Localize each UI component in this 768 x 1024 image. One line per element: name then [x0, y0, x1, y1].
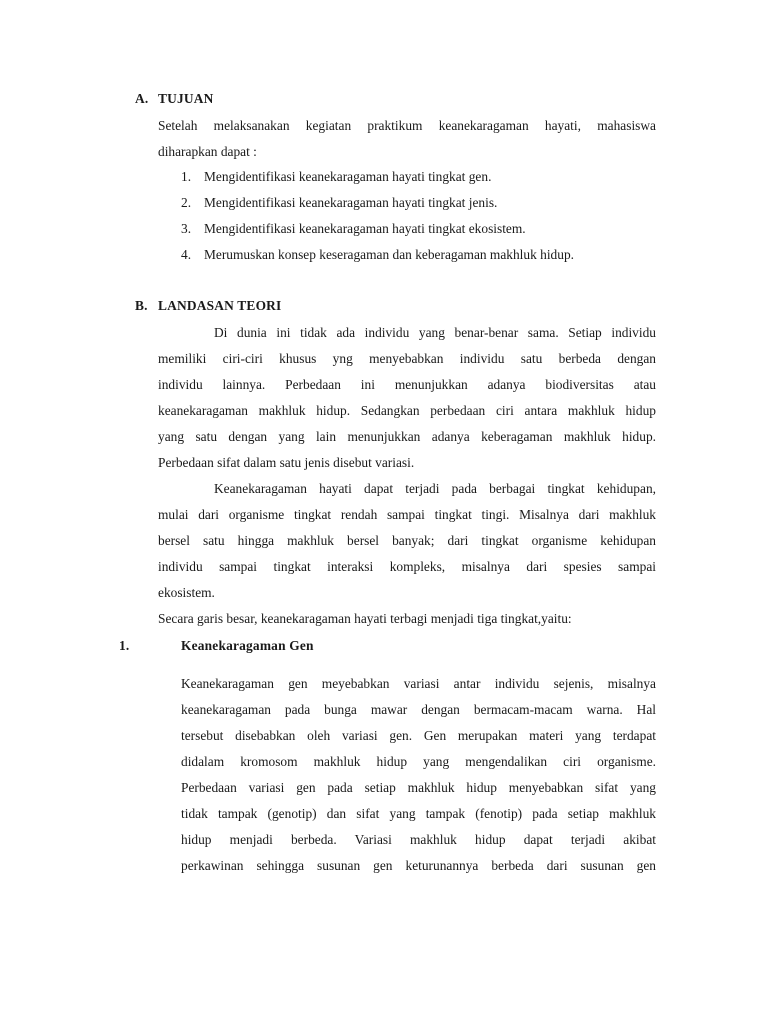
section-a-intro-line: Setelah melaksanakan kegiatan praktikum keanekaragaman hayati, mahasiswa [158, 118, 656, 133]
subsection-number: 1. [119, 638, 130, 653]
gene-paragraph-line: didalam kromosom makhluk hidup yang mengendalikan ciri organisme. [181, 754, 656, 769]
goal-item: Merumuskan konsep keseragaman dan keberagaman makhluk hidup. [204, 247, 574, 262]
goal-number: 1. [181, 169, 192, 184]
theory-paragraph-2-line: bersel satu hingga makhluk bersel banyak; dari tingkat organisme kehidupan [158, 533, 656, 548]
theory-paragraph-2-line: ekosistem. [158, 585, 215, 600]
subsection-title: Keanekaragaman Gen [181, 638, 314, 653]
section-a-intro-line: diharapkan dapat : [158, 144, 257, 159]
theory-paragraph-1-line: Di dunia ini tidak ada individu yang benar-benar sama. Setiap individu [214, 325, 656, 340]
gene-paragraph-line: Perbedaan variasi gen pada setiap makhluk hidup menyebabkan sifat yang [181, 780, 656, 795]
theory-paragraph-1-line: yang satu dengan yang lain menunjukkan adanya keberagaman makhluk hidup. [158, 429, 656, 444]
gene-paragraph-line: hidup menjadi berbeda. Variasi makhluk hidup dapat terjadi akibat [181, 832, 656, 847]
goal-item: Mengidentifikasi keanekaragaman hayati tingkat jenis. [204, 195, 498, 210]
theory-paragraph-2-line: individu sampai tingkat interaksi kompleks, misalnya dari spesies sampai [158, 559, 656, 574]
theory-paragraph-1-line: memiliki ciri-ciri khusus yng menyebabkan individu satu berbeda dengan [158, 351, 656, 366]
gene-paragraph-line: Keanekaragaman gen meyebabkan variasi antar individu sejenis, misalnya [181, 676, 656, 691]
theory-paragraph-1-line: Perbedaan sifat dalam satu jenis disebut variasi. [158, 455, 415, 470]
section-b-title: LANDASAN TEORI [158, 298, 282, 313]
gene-paragraph-line: perkawinan sehingga susunan gen keturunannya berbeda dari susunan gen [181, 858, 656, 873]
goal-number: 4. [181, 247, 192, 262]
theory-paragraph-3: Secara garis besar, keanekaragaman hayati terbagi menjadi tiga tingkat,yaitu: [158, 611, 572, 626]
goal-number: 2. [181, 195, 192, 210]
goal-item: Mengidentifikasi keanekaragaman hayati tingkat gen. [204, 169, 492, 184]
goal-number: 3. [181, 221, 192, 236]
section-a-letter: A. [135, 91, 149, 106]
theory-paragraph-1-line: individu lainnya. Perbedaan ini menunjukkan adanya biodiversitas atau [158, 377, 656, 392]
theory-paragraph-1-line: keanekaragaman makhluk hidup. Sedangkan perbedaan ciri antara makhluk hidup [158, 403, 656, 418]
theory-paragraph-2-line: mulai dari organisme tingkat rendah sampai tingkat tingi. Misalnya dari makhluk [158, 507, 656, 522]
section-a-title: TUJUAN [158, 91, 214, 106]
theory-paragraph-2-line: Keanekaragaman hayati dapat terjadi pada berbagai tingkat kehidupan, [214, 481, 656, 496]
section-b-letter: B. [135, 298, 148, 313]
goal-item: Mengidentifikasi keanekaragaman hayati tingkat ekosistem. [204, 221, 526, 236]
gene-paragraph-line: tidak tampak (genotip) dan sifat yang tampak (fenotip) pada setiap makhluk [181, 806, 656, 821]
gene-paragraph-line: keanekaragaman pada bunga mawar dengan bermacam-macam warna. Hal [181, 702, 656, 717]
gene-paragraph-line: tersebut disebabkan oleh variasi gen. Gen merupakan materi yang terdapat [181, 728, 656, 743]
